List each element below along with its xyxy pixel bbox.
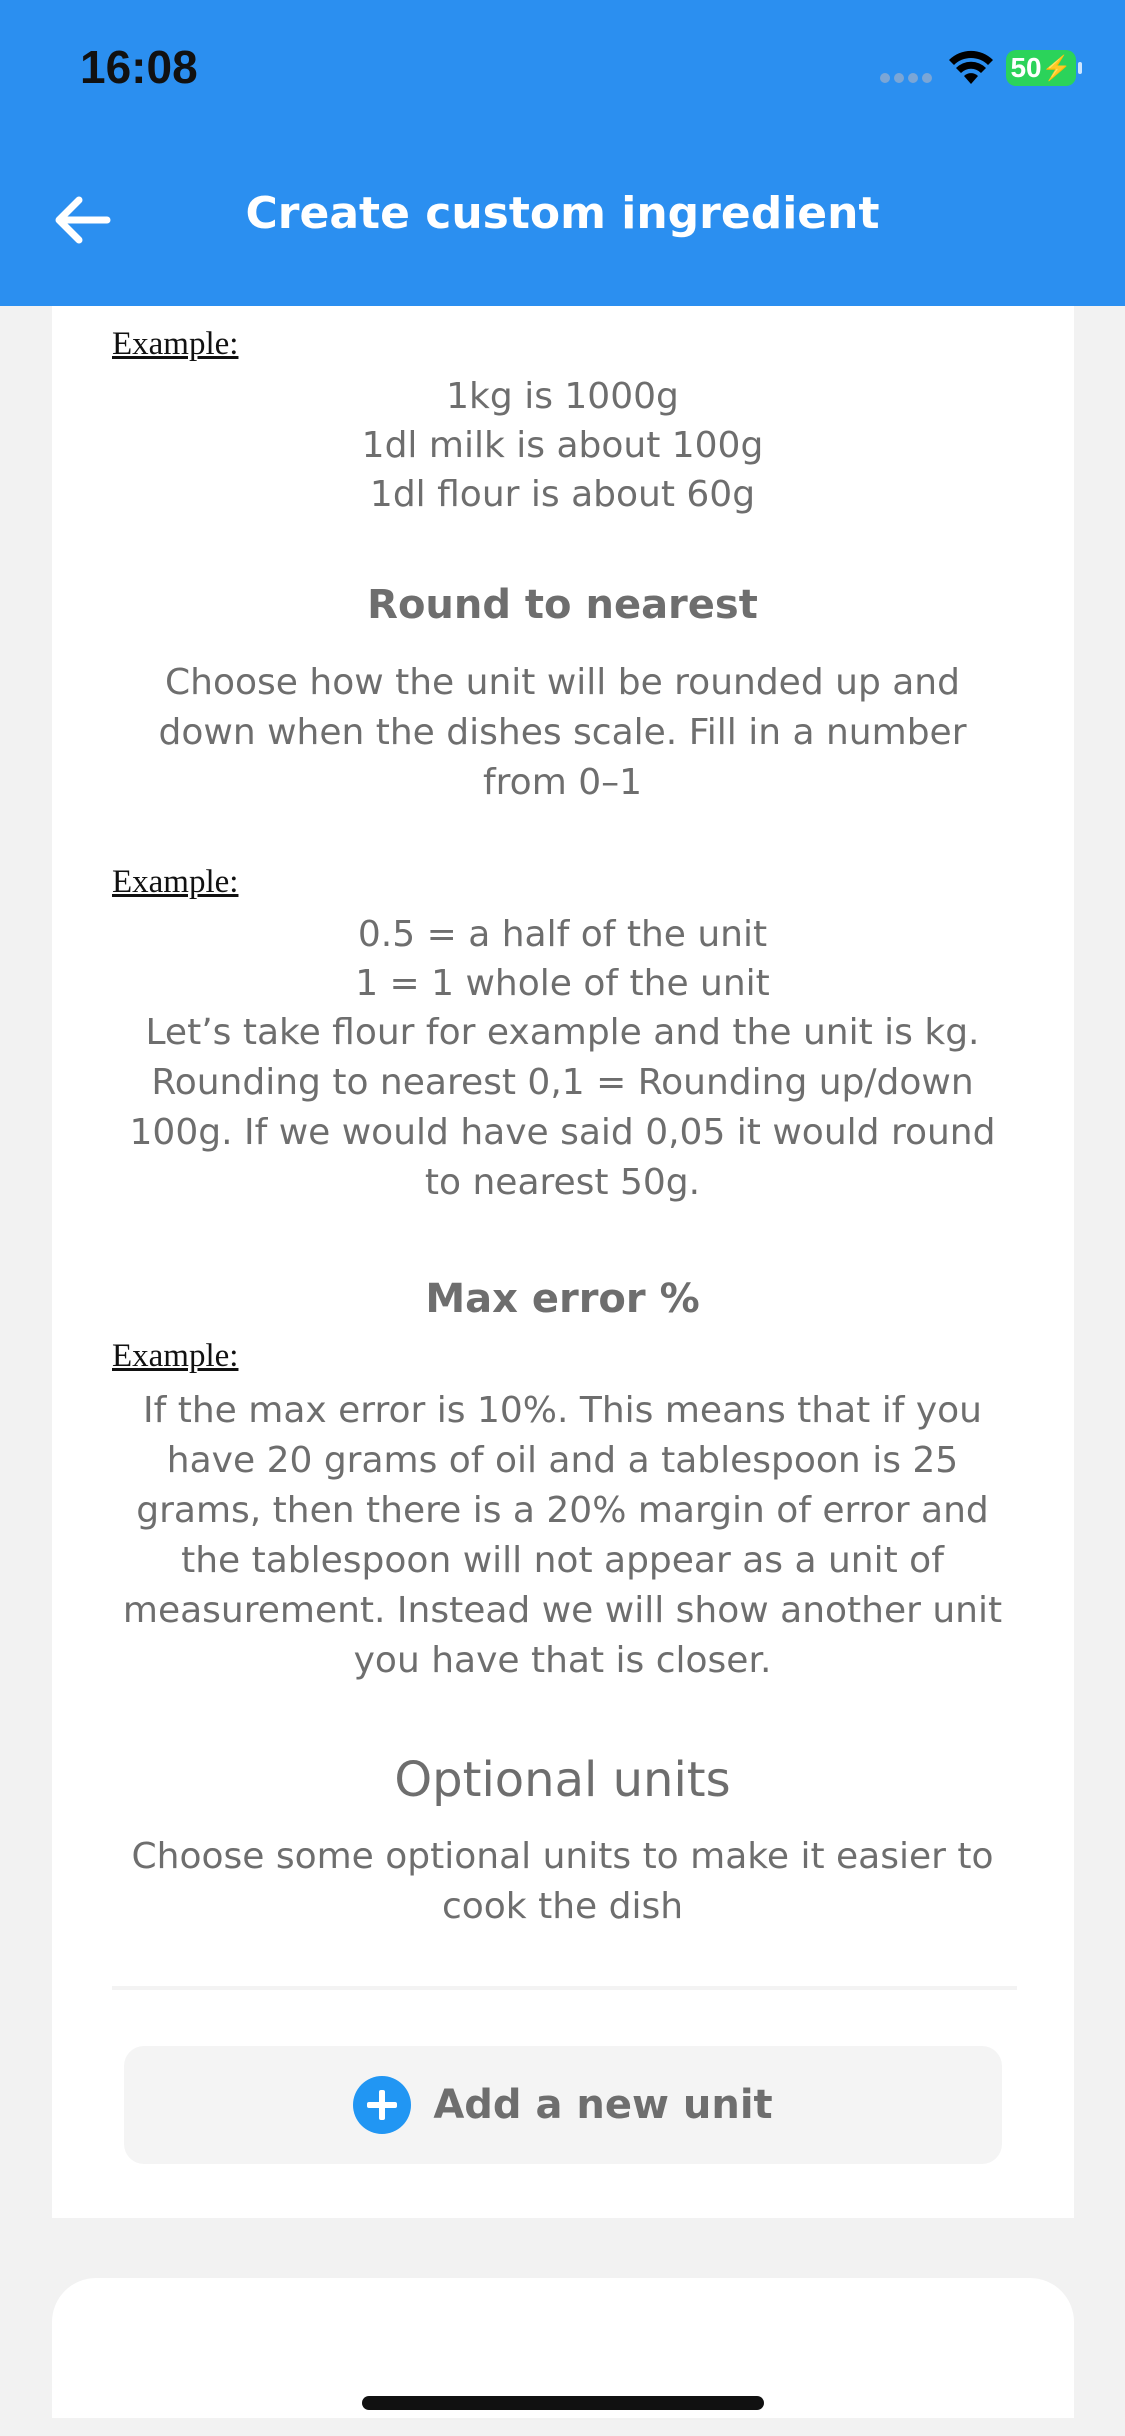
optional-units-description: Choose some optional units to make it easier to cook the dish xyxy=(131,1836,994,1927)
battery-indicator xyxy=(1006,50,1076,86)
charging-bolt-icon: ⚡ xyxy=(1041,54,1072,82)
conversion-example-line: 1dl flour is about 60g xyxy=(369,474,756,515)
status-time: 16:08 xyxy=(80,41,198,93)
add-unit-label: Add a new unit xyxy=(433,2082,773,2128)
divider xyxy=(112,1986,1017,1990)
round-heading: Round to nearest xyxy=(367,582,758,628)
round-example-explanation: Let’s take flour for example and the unit is kg. Rounding to nearest 0,1 = Rounding up/down 100g. If we would have said 0,05 it would round to nearest 50g. xyxy=(129,1012,996,1203)
plus-circle-icon xyxy=(353,2076,411,2134)
round-example-text xyxy=(125,910,1000,1208)
screen-title: Create custom ingredient xyxy=(245,188,880,239)
conversion-example-label: Example: xyxy=(112,326,239,362)
max-error-description: If the max error is 10%. This means that if you have 20 grams of oil and a tablespoon is 25 grams, then there is a 20% margin of error and the tablespoon will not appear as a unit of measurement. Instead we will show another unit you have that is closer. xyxy=(122,1390,1003,1681)
app-header xyxy=(0,0,1125,306)
round-example-label: Example: xyxy=(112,864,239,900)
round-example-line: 0.5 = a half of the unit xyxy=(357,914,768,955)
max-error-heading: Max error % xyxy=(425,1276,700,1322)
home-indicator xyxy=(362,2396,764,2410)
round-example-line: 1 = 1 whole of the unit xyxy=(355,963,770,1004)
optional-units-heading: Optional units xyxy=(394,1752,731,1808)
battery-level: 50 xyxy=(1010,52,1042,83)
conversion-example-line: 1kg is 1000g xyxy=(446,376,679,417)
round-description: Choose how the unit will be rounded up and down when the dishes scale. Fill in a number from 0–1 xyxy=(158,662,967,803)
cellular-signal-icon xyxy=(880,72,936,84)
add-unit-button[interactable] xyxy=(124,2046,1002,2164)
conversion-example-line: 1dl milk is about 100g xyxy=(361,425,764,466)
conversion-example-list xyxy=(110,372,1015,519)
wifi-icon xyxy=(948,50,994,86)
max-error-example-label: Example: xyxy=(112,1338,239,1374)
